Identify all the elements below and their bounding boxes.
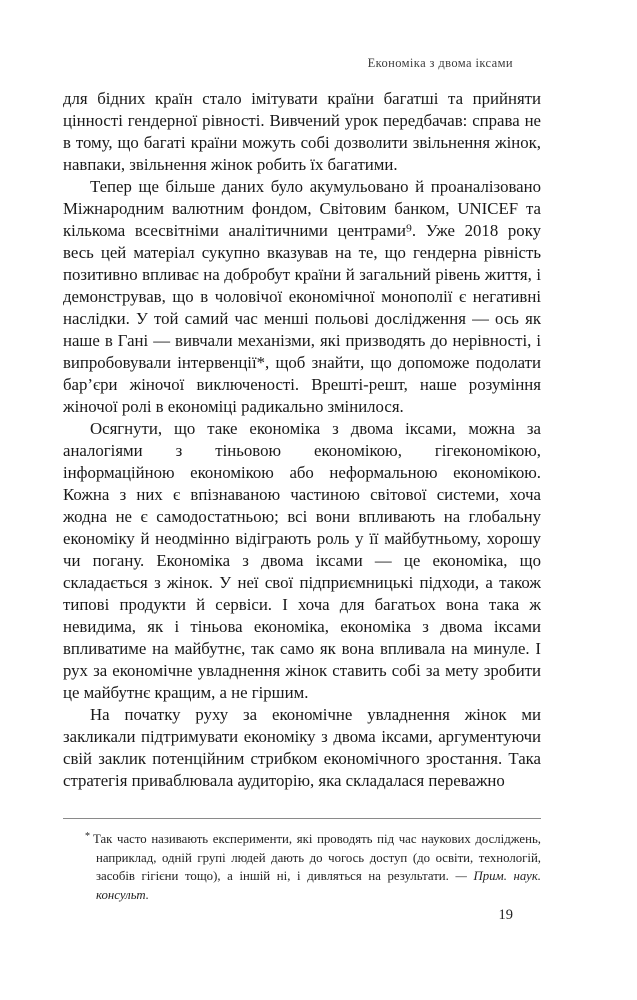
footnote-attribution: — Прим. наук. консульт. [96, 869, 542, 902]
page-number: 19 [498, 907, 513, 923]
body-text [63, 88, 541, 792]
paragraph: Тепер ще більше даних було акумульовано й проаналізовано Міжнародним валютним фондом, Світовим банком, UNICEF та кількома всесвітніми аналітичними центрами⁹. Уже 2018 року весь цей матеріал сукупно вказував на те, що гендерна рівність позитивно впливає на добробут країни й загальний рівень життя, і демонстрував, що в чоловічої економічної монополії є негативні наслідки. У той самий час менші польові дослідження — ось як наше в Гані — вивчали механізми, які призводять до нерівності, і випробовували інтервенції*, щоб знайти, що допоможе подолати бар’єри жіночої виключеності. Врешті-решт, наше розуміння жіночої ролі в економіці радикально змінилося. [63, 177, 541, 416]
paragraph: для бідних країн стало імітувати країни багатші та прийняти цінності гендерної рівності. Вивчений урок передбачав: справа не в тому, що багаті країни можуть собі дозволити звільнення жінок, навпаки, звільнення жінок робить їх багатими. [63, 89, 541, 174]
footnote-text: Так часто називають експерименти, які проводять під час наукових досліджень, наприклад, одній групі людей дають до чогось доступ (до освіти, технологій, засобів гігієни тощо), а іншій ні, і дивляться на результати. [93, 832, 541, 884]
footnote [63, 828, 541, 904]
footnote-divider [63, 818, 541, 819]
footnote-marker: * [85, 831, 90, 842]
paragraph: Осягнути, що таке економіка з двома іксами, можна за аналогіями з тіньовою економікою, гігекономікою, інформаційною економікою або неформальною економікою. Кожна з них є впізнаваною частиною світової системи, хоча жодна не є самодостатньою; всі вони впливають на глобальну економіку й неодмінно відіграють роль у її майбутньому, хорошу чи погану. Економіка з двома іксами — це економіка, що складається з жінок. У неї свої підприємницькі підходи, а також типові продукти й сервіси. І хоча для багатьох вона така ж невидима, як і тіньова економіка, економіка з двома іксами впливатиме на майбутнє, так само як вона впливала на минуле. І рух за економічне увладнення жінок ставить собі за мету зробити це майбутнє кращим, а не гіршим. [63, 419, 541, 702]
footnote-block [63, 818, 541, 904]
running-head: Економіка з двома іксами [367, 56, 513, 70]
paragraph: На початку руху за економічне увладнення жінок ми закликали підтримувати економіку з двома іксами, аргументуючи свій заклик потенційним стрибком економічного зростання. Така стратегія приваблювала аудиторію, яка складалася переважно [63, 705, 541, 790]
